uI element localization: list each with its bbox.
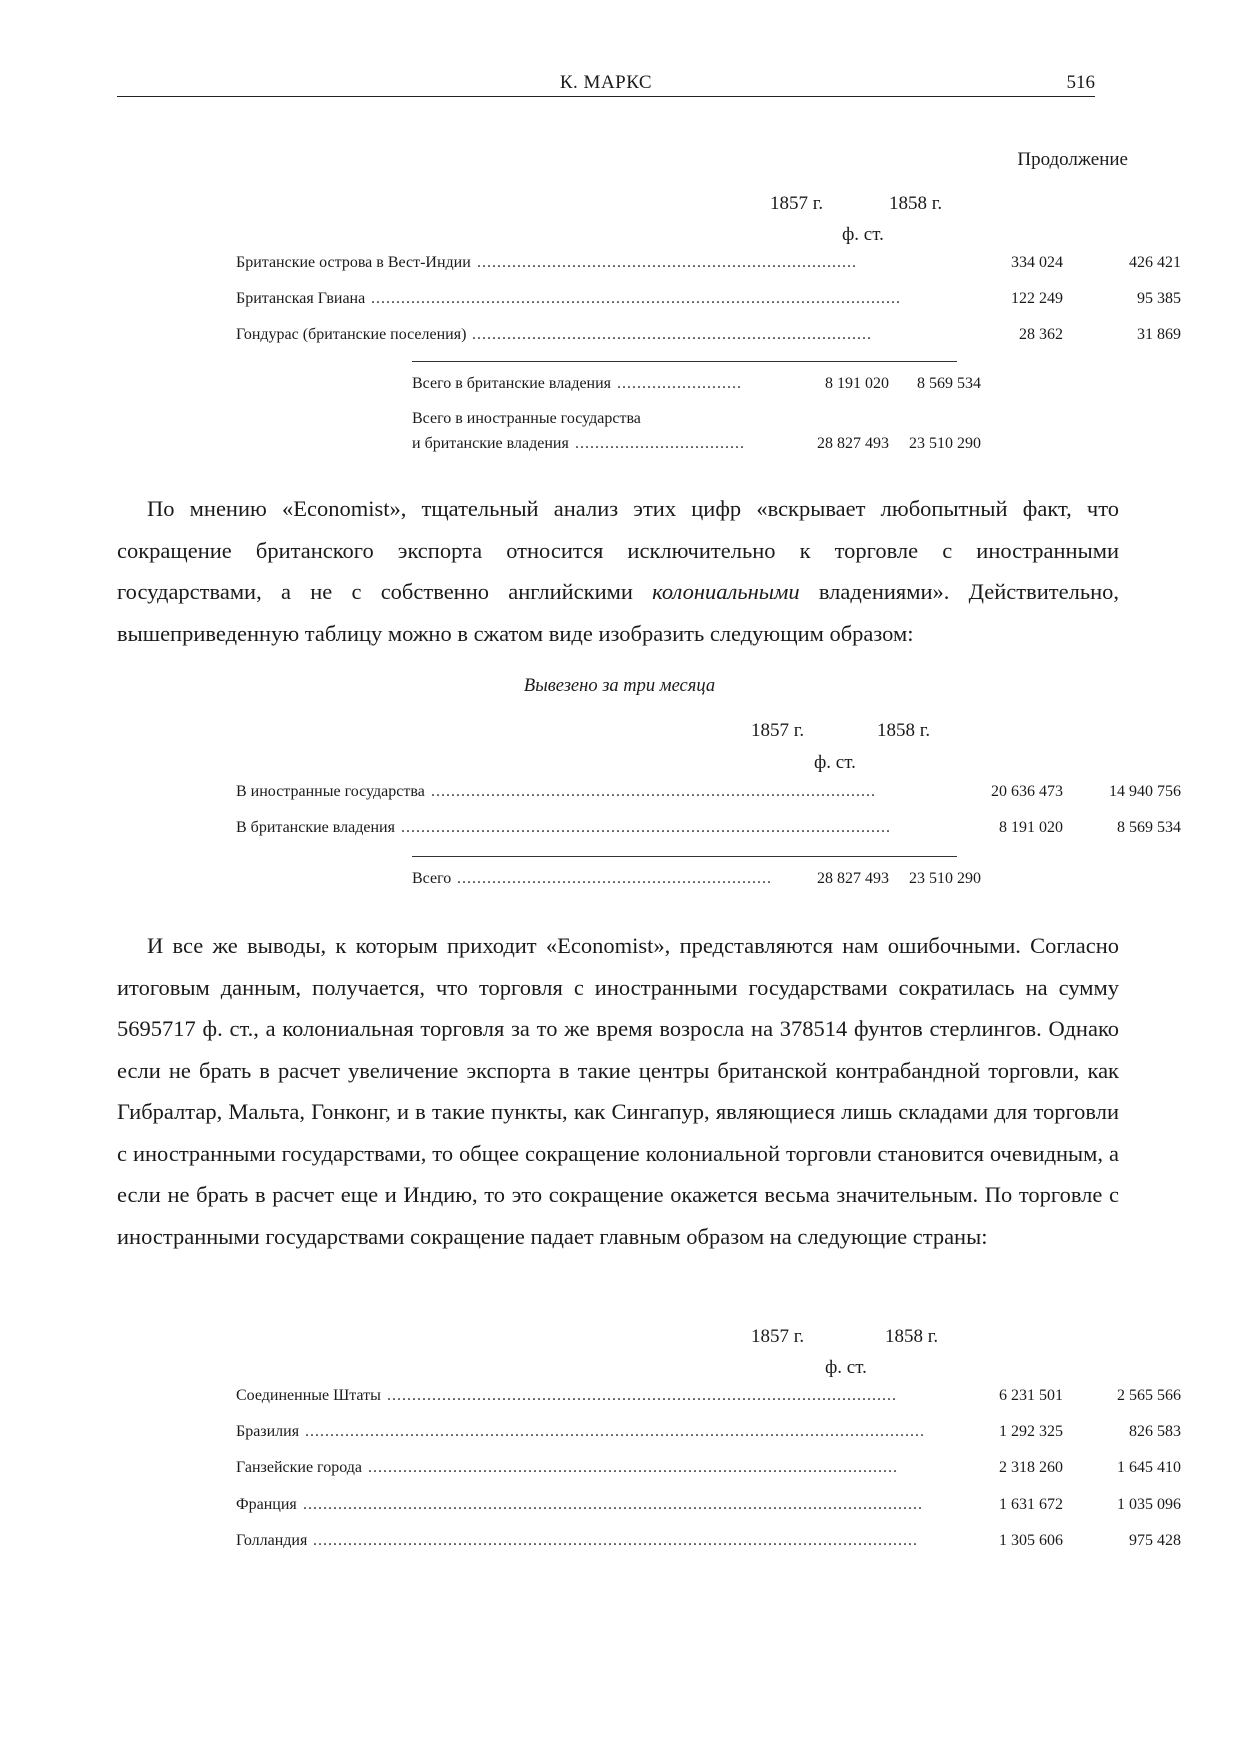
table-row	[236, 1456, 1181, 1480]
table-2-caption: Вывезено за три месяца	[523, 676, 716, 696]
running-head	[117, 72, 1095, 97]
value-1857: 2 318 260	[969, 1456, 1063, 1480]
table-row	[236, 287, 1181, 311]
table-rule	[412, 856, 957, 857]
row-label: Голландия	[236, 1532, 308, 1549]
total-label: Всего в британские владения	[412, 375, 612, 392]
table-rule	[412, 361, 957, 362]
table-row	[236, 251, 1181, 275]
value-1858: 975 428	[1129, 1532, 1181, 1549]
value-1858: 14 940 756	[1109, 783, 1181, 800]
total-1857: 8 191 020	[802, 372, 889, 396]
table-row	[236, 1420, 1181, 1444]
total-label: Всего	[412, 870, 452, 887]
value-1858: 8 569 534	[1117, 819, 1181, 836]
value-1858: 1 035 096	[1117, 1496, 1181, 1513]
leader-dots: .........................................................................................................................	[313, 1532, 918, 1549]
t1-year-1857: 1857 г.	[770, 193, 824, 214]
leader-dots: ............................................................................................................................	[303, 1496, 923, 1513]
table-total-label-line	[412, 407, 957, 431]
total-label-line2: и британские владения	[412, 435, 569, 452]
value-1857: 6 231 501	[969, 1384, 1063, 1408]
row-label: В иностранные государства	[236, 783, 425, 800]
table-row	[236, 1493, 1181, 1517]
leader-dots: ............................................................................	[477, 254, 857, 271]
value-1858: 1 645 410	[1117, 1459, 1181, 1476]
value-1858: 95 385	[1137, 290, 1181, 307]
table-row	[236, 1384, 1181, 1408]
row-label: Британские острова в Вест-Индии	[236, 254, 471, 271]
t1-unit: ф. ст.	[842, 224, 884, 245]
table-total-row	[412, 867, 981, 891]
t2-unit: ф. ст.	[814, 752, 856, 773]
row-label: Британская Гвиана	[236, 290, 366, 307]
paragraph-2	[117, 925, 1119, 1257]
value-1857: 28 362	[969, 323, 1063, 347]
table-total-row	[412, 372, 981, 396]
table-row	[236, 780, 1181, 804]
leader-dots: .........................................................................................	[431, 783, 876, 800]
total-label-line1: Всего в иностранные государства	[412, 410, 641, 427]
leader-dots: ................................................................................	[472, 326, 872, 343]
paragraph-1-italic: колониальными	[652, 579, 800, 604]
table-total-row	[412, 432, 981, 456]
paragraph-1-text-b: владениями». Действительно, вышеприведенную таблицу можно в сжатом виде изобразить следующим образом:	[117, 579, 1120, 646]
page-number: 516	[1066, 72, 1095, 93]
row-label: Франция	[236, 1496, 297, 1513]
row-label: Гондурас (британские поселения)	[236, 326, 467, 343]
value-1858: 2 565 566	[1117, 1387, 1181, 1404]
total-1858: 23 510 290	[909, 435, 981, 452]
header-author: К. МАРКС	[559, 72, 653, 93]
t1-year-1858: 1858 г.	[889, 193, 943, 214]
row-label: В британские владения	[236, 819, 395, 836]
total-1857: 28 827 493	[802, 432, 889, 456]
leader-dots: ..........................................................................................................	[368, 1459, 898, 1476]
value-1857: 20 636 473	[946, 780, 1063, 804]
value-1857: 1 631 672	[969, 1493, 1063, 1517]
value-1858: 826 583	[1129, 1423, 1181, 1440]
table-row	[236, 1529, 1181, 1553]
value-1857: 8 191 020	[969, 816, 1063, 840]
leader-dots: ..................................	[575, 435, 745, 452]
total-1858: 8 569 534	[917, 375, 981, 392]
paragraph-1-text-a: По мнению «Economist», тщательный анализ этих цифр «вскрывает любопытный факт, что сокращение британского экспорта относится исключительно к торговле с иностранными государствами, а не с собственно английскими	[117, 496, 1119, 604]
leader-dots: ......................................................................................................	[387, 1387, 897, 1404]
value-1858: 426 421	[1129, 254, 1181, 271]
table-row	[236, 323, 1181, 347]
total-1858: 23 510 290	[909, 870, 981, 887]
paragraph-2-text: И все же выводы, к которым приходит «Economist», представляются нам ошибочными. Согласно итоговым данным, получается, что торговля с иностранными государствами сократилась на сумму 5695717 ф. ст., а колониальная торговля за то же время возросла на 378514 фунтов стерлингов. Однако если не брать в расчет увеличение экспорта в такие центры британской контрабандной торговли, как Гибралтар, Мальта, Гонконг, и в такие пункты, как Сингапур, являющиеся лишь складами для торговли с иностранными государствами, то общее сокращение колониальной торговли становится очевидным, а если не брать в расчет еще и Индию, то это сокращение окажется весьма значительным. По торговле с иностранными государствами сокращение падает главным образом на следующие страны:	[117, 933, 1119, 1249]
value-1857: 1 305 606	[969, 1529, 1063, 1553]
value-1857: 122 249	[969, 287, 1063, 311]
value-1857: 334 024	[969, 251, 1063, 275]
continued-label: Продолжение	[1017, 149, 1128, 170]
row-label: Бразилия	[236, 1423, 300, 1440]
t3-unit: ф. ст.	[825, 1357, 867, 1378]
leader-dots: ...............................................................	[457, 870, 772, 887]
t2-year-1857: 1857 г.	[751, 720, 805, 741]
paragraph-1	[117, 488, 1119, 654]
leader-dots: .........................	[617, 375, 742, 392]
leader-dots: ..................................................................................................	[401, 819, 891, 836]
total-1857: 28 827 493	[782, 867, 889, 891]
value-1857: 1 292 325	[969, 1420, 1063, 1444]
row-label: Соединенные Штаты	[236, 1387, 381, 1404]
value-1858: 31 869	[1137, 326, 1181, 343]
t2-year-1858: 1858 г.	[877, 720, 931, 741]
t3-year-1857: 1857 г.	[751, 1326, 805, 1347]
leader-dots: ............................................................................................................................	[305, 1423, 925, 1440]
row-label: Ганзейские города	[236, 1459, 362, 1476]
table-row	[236, 816, 1181, 840]
t3-year-1858: 1858 г.	[885, 1326, 939, 1347]
leader-dots: ..........................................................................................................	[371, 290, 901, 307]
